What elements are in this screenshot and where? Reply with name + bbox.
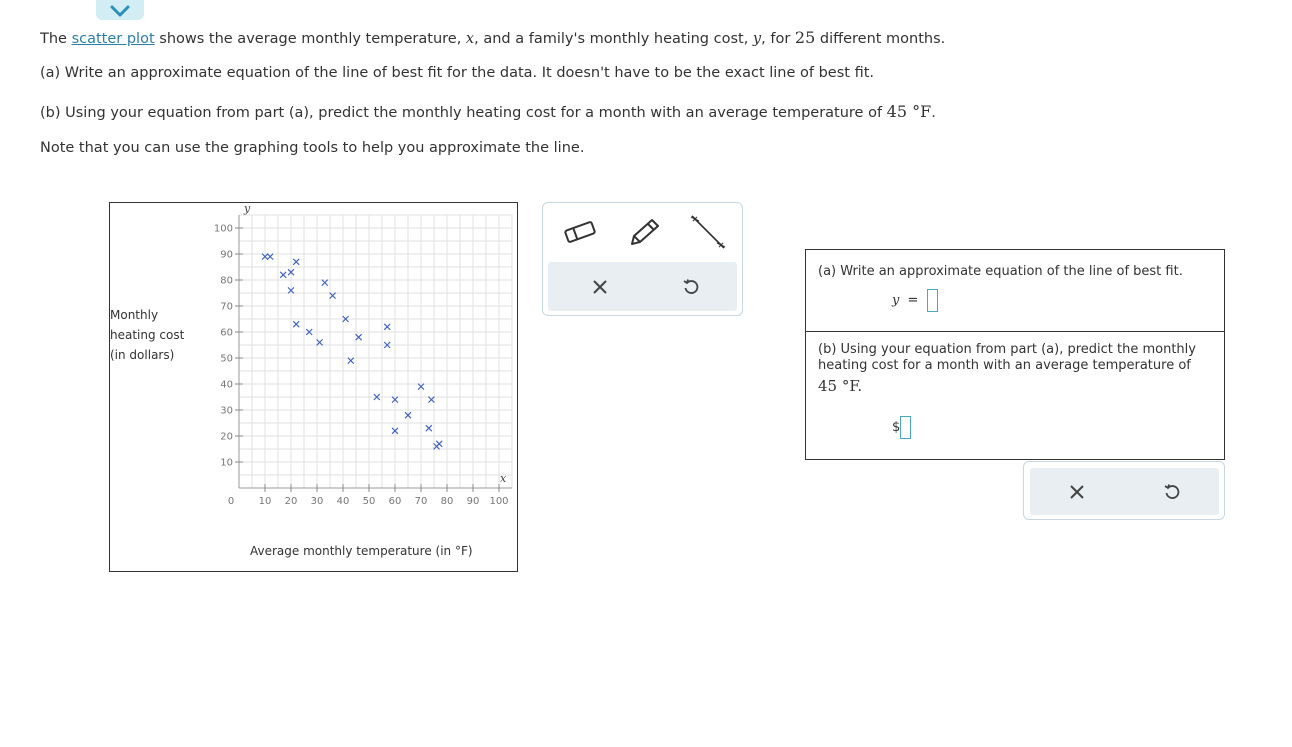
y-tick-label: 90 <box>220 249 233 261</box>
clear-answer-button[interactable] <box>1062 477 1092 507</box>
origin-label: 0 <box>227 496 235 507</box>
undo-answer-button[interactable] <box>1157 477 1187 507</box>
x-axis-variable: x <box>500 472 507 485</box>
graph-action-bar <box>548 262 737 311</box>
pencil-tool-button[interactable] <box>619 211 669 253</box>
y-tick-label: 20 <box>220 431 233 443</box>
data-point <box>426 425 432 431</box>
equation-input[interactable] <box>927 289 938 312</box>
x-tick-label: 90 <box>466 496 480 507</box>
x-tick-label: 60 <box>388 496 402 507</box>
x-tick-label: 10 <box>258 496 272 507</box>
y-tick-label: 30 <box>220 405 233 417</box>
answer-panel <box>805 249 1225 460</box>
prompt-part-b: (b) Using your equation from part (a), predict the monthly heating cost for a month with an average temperature of 45 °F. <box>40 102 936 121</box>
y-tick-label: 60 <box>220 327 233 339</box>
x-tick-label: 100 <box>489 496 509 507</box>
y-axis-variable: y <box>244 203 251 215</box>
y-tick-label: 10 <box>220 457 233 469</box>
data-point <box>384 324 390 330</box>
clear-graph-button[interactable] <box>585 272 615 302</box>
x-tick-label: 70 <box>414 496 428 507</box>
x-tick-label: 20 <box>284 496 298 507</box>
undo-icon <box>1163 483 1181 501</box>
undo-graph-button[interactable] <box>676 272 706 302</box>
undo-icon <box>682 278 700 296</box>
scatter-plot-graph[interactable] <box>109 202 518 572</box>
y-tick-label: 40 <box>220 379 233 391</box>
data-point <box>293 259 299 265</box>
y-tick-label: 80 <box>220 275 233 287</box>
x-tick-label: 30 <box>310 496 324 507</box>
scatter-plot-link[interactable]: scatter plot <box>71 31 155 47</box>
x-tick-label: 50 <box>362 496 376 507</box>
close-icon <box>1069 484 1085 500</box>
cost-input[interactable] <box>900 416 911 439</box>
cost-row: $ <box>892 416 911 439</box>
prompt-part-a: (a) Write an approximate equation of the line of best fit for the data. It doesn't have to be the exact line of best fit. <box>40 65 874 81</box>
data-point <box>293 321 299 327</box>
collapse-button[interactable] <box>96 0 144 20</box>
answer-part-a-label: (a) Write an approximate equation of the line of best fit. <box>818 264 1183 279</box>
answer-action-inner <box>1030 468 1219 515</box>
line-tool-button[interactable] <box>683 211 733 253</box>
x-axis-label: Average monthly temperature (in °F) <box>250 544 473 558</box>
prompt-note: Note that you can use the graphing tools to help you approximate the line. <box>40 140 585 156</box>
answer-action-bar <box>1023 461 1225 520</box>
y-axis-label: Monthly heating cost (in dollars) <box>110 308 185 362</box>
eraser-tool-button[interactable] <box>555 211 605 253</box>
data-point <box>280 272 286 278</box>
graph-tool-palette <box>542 202 743 316</box>
y-tick-label: 70 <box>220 301 233 313</box>
x-tick-label: 40 <box>336 496 350 507</box>
plot-area[interactable] <box>110 203 517 571</box>
answer-divider <box>806 331 1224 332</box>
pencil-icon <box>626 216 662 248</box>
y-tick-label: 50 <box>220 353 233 365</box>
chevron-down-icon <box>110 5 130 17</box>
line-tool-icon <box>688 212 728 252</box>
prompt-intro: The scatter plot shows the average monthly temperature, x, and a family's monthly heating cost, y, for 25 different months. <box>40 28 946 47</box>
answer-part-b-label: (b) Using your equation from part (a), predict the monthly heating cost for a month with an average temperature of 45 °F. <box>818 342 1196 395</box>
y-tick-label: 100 <box>213 223 233 235</box>
close-icon <box>592 279 608 295</box>
data-point <box>436 441 442 447</box>
eraser-icon <box>562 219 598 245</box>
x-tick-label: 80 <box>440 496 454 507</box>
equation-row: y = <box>892 289 938 312</box>
